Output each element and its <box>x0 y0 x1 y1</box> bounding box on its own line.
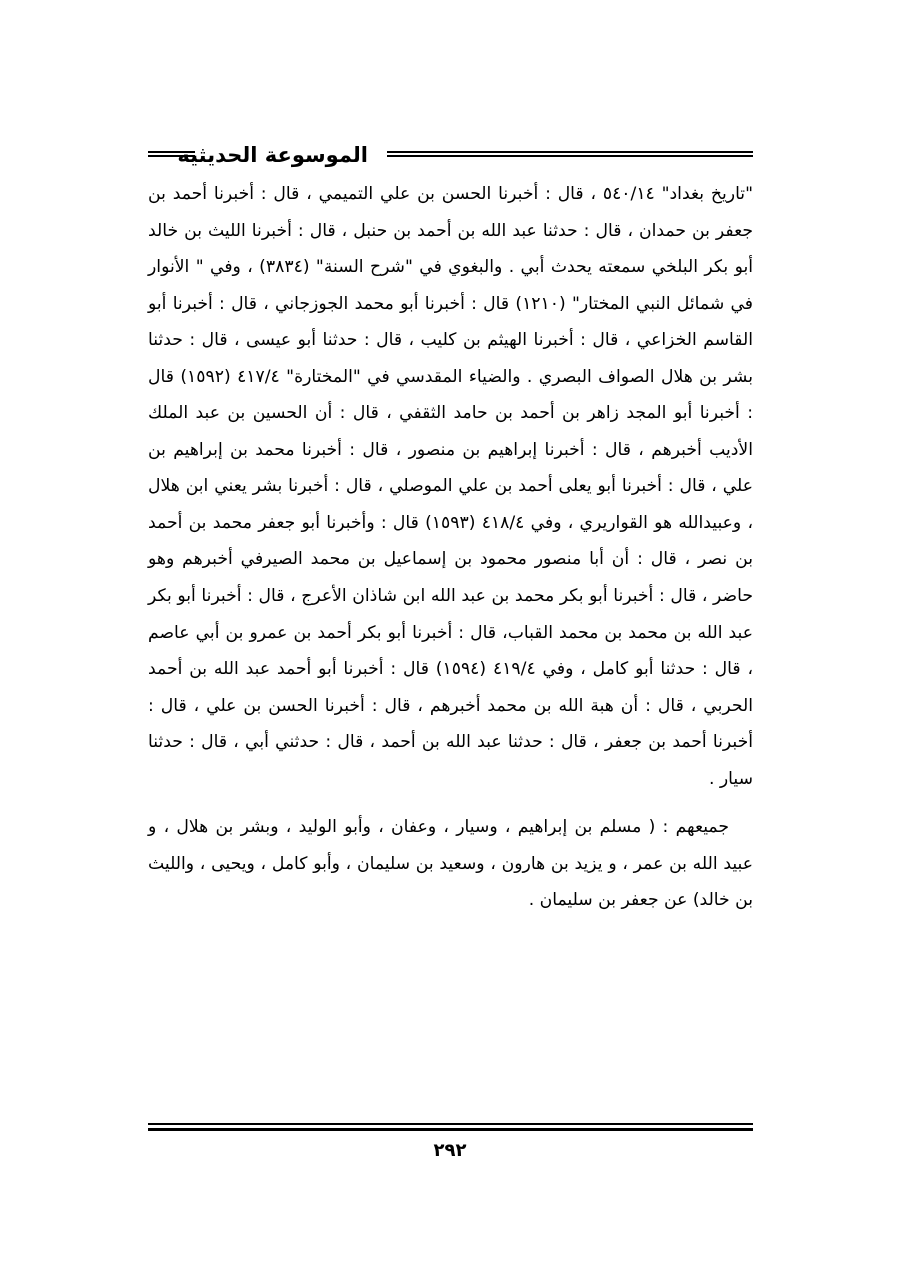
paragraph-2: جميعهم : ( مسلم بن إبراهيم ، وسيار ، وعفان ، وأبو الوليد ، وبشر بن هلال ، و عبيد الله بن عمر ، و يزيد بن هارون ، وسعيد بن سليمان ، وأبو كامل ، ويحيى ، والليث بن خالد) عن جعفر بن سليمان . <box>148 817 753 911</box>
header-rule-long <box>387 151 753 157</box>
footer-rule <box>148 1123 753 1131</box>
body-text <box>148 176 753 919</box>
paragraph-1: "تاريخ بغداد" ٥٤٠/١٤ ، قال : أخبرنا الحسن بن علي التميمي ، قال : أخبرنا أحمد بن جعفر بن حمدان ، قال : حدثنا عبد الله بن أحمد بن حنبل ، قال : أخبرنا الليث بن خالد أبو بكر البلخي سمعته يحدث أبي . والبغوي في "شرح السنة" (٣٨٣٤) ، وفي " الأنوار في شمائل النبي المختار" (١٢١٠) قال : أخبرنا أبو محمد الجوزجاني ، قال : أخبرنا أبو القاسم الخزاعي ، قال : أخبرنا الهيثم بن كليب ، قال : حدثنا أبو عيسى ، قال : حدثنا بشر بن هلال الصواف البصري . والضياء المقدسي في "المختارة" ٤١٧/٤ (١٥٩٢) قال : أخبرنا أبو المجد زاهر بن أحمد بن حامد الثقفي ، قال : أن الحسين بن عبد الملك الأديب أخبرهم ، قال : أخبرنا إبراهيم بن منصور ، قال : أخبرنا محمد بن إبراهيم بن علي ، قال : أخبرنا أبو يعلى أحمد بن علي الموصلي ، قال : أخبرنا بشر يعني ابن هلال ، وعبيدالله هو القواريري ، وفي ٤١٨/٤ (١٥٩٣) قال : وأخبرنا أبو جعفر محمد بن أحمد بن نصر ، قال : أن أبا منصور محمود بن إسماعيل بن محمد الصيرفي أخبرهم وهو حاضر ، قال : أخبرنا أبو بكر محمد بن عبد الله ابن شاذان الأعرج ، قال : أخبرنا أبو بكر عبد الله بن محمد بن محمد القباب، قال : أخبرنا أبو بكر أحمد بن عمرو بن أبي عاصم ، قال : حدثنا أبو كامل ، وفي ٤١٩/٤ (١٥٩٤) قال : أخبرنا أبو أحمد عبد الله بن أحمد الحربي ، قال : أن هبة الله بن محمد أخبرهم ، قال : أخبرنا الحسن بن علي ، قال : أخبرنا أحمد بن جعفر ، قال : حدثنا عبد الله بن أحمد ، قال : حدثني أبي ، قال : حدثنا سيار . <box>148 184 754 789</box>
header-rule-short <box>148 151 195 157</box>
page-number: ٢٩٢ <box>433 1140 467 1161</box>
header-title: الموسوعة الحديثية <box>177 143 368 167</box>
